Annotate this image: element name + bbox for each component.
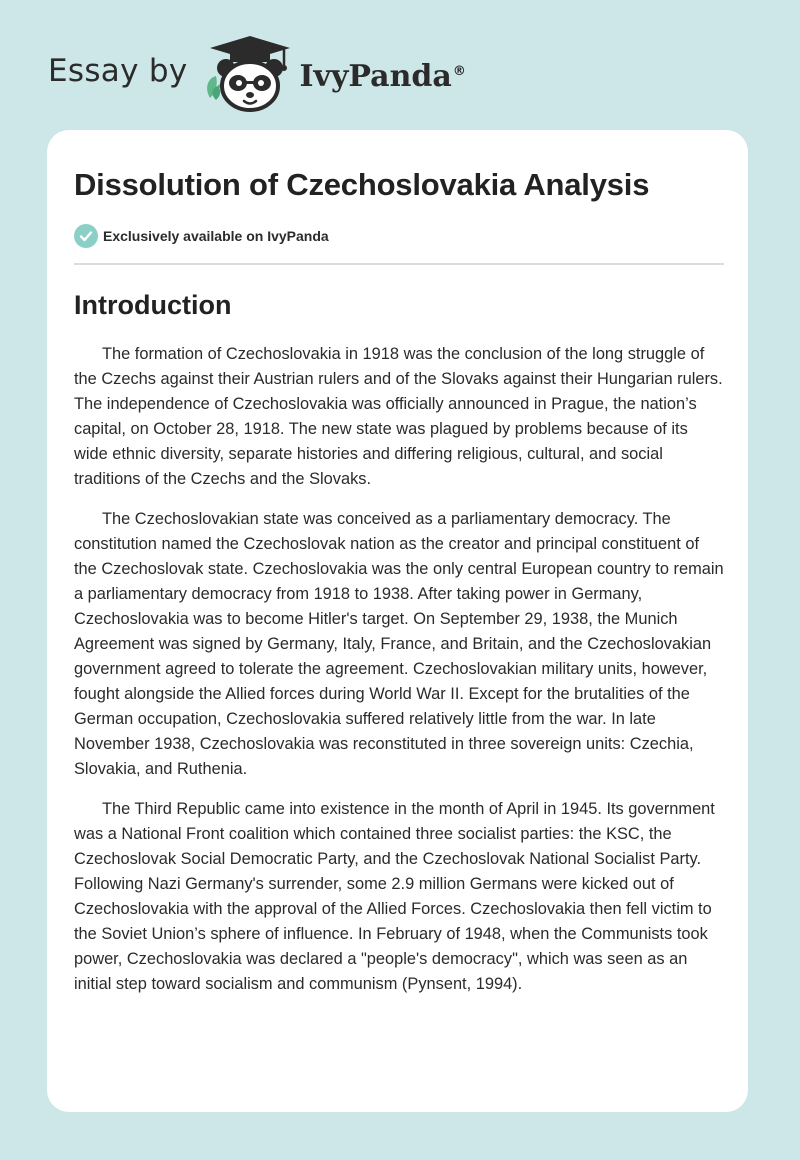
check-circle-icon bbox=[74, 224, 98, 248]
essay-by-label: Essay by bbox=[48, 53, 188, 89]
page-title: Dissolution of Czechoslovakia Analysis bbox=[74, 167, 650, 202]
paragraph: The Third Republic came into existence in the month of April in 1945. Its government was a National Front coalition which contained three socialist parties: the KSC, the Czechoslovak Social Democratic Party, and the Czechoslovak National Socialist Party. Following Nazi Germany's surrender, some 2.9 million Germans were kicked out of Czechoslovakia with the approval of the Allied Forces. Czechoslovakia then fell victim to the Soviet Union’s sphere of influence. In February of 1948, when the Communists took power, Czechoslovakia was declared a "people's democracy", which was seen as an initial step toward socialism and communism (Pynsent, 1994). bbox=[74, 800, 715, 993]
title-divider bbox=[74, 263, 724, 265]
section-heading-introduction: Introduction bbox=[74, 290, 232, 320]
exclusive-badge-label: Exclusively available on IvyPanda bbox=[103, 228, 329, 244]
exclusive-badge bbox=[74, 223, 724, 249]
essay-content bbox=[74, 166, 724, 997]
site-header-brand[interactable] bbox=[48, 34, 466, 114]
panda-graduation-cap-icon bbox=[200, 34, 296, 114]
paragraph: The Czechoslovakian state was conceived as a parliamentary democracy. The constitution named the Czechoslovak nation as the creator and principal constituent of the Czechoslovak state. Czechoslovakia was the only central European country to remain a parliamentary democracy from 1918 to 1938. After taking power in Germany, Czechoslovakia was to become Hitler's target. On September 29, 1938, the Munich Agreement was signed by Germany, Italy, France, and Britain, and the Czechoslovakian government agreed to tolerate the agreement. Czechoslovakian military units, however, fought alongside the Allied forces during World War II. Except for the brutalities of the German occupation, Czechoslovakia suffered relatively little from the war. In late November 1938, Czechoslovakia was reconstituted in three sovereign units: Czechia, Slovakia, and Ruthenia. bbox=[74, 510, 724, 778]
paragraph: The formation of Czechoslovakia in 1918 was the conclusion of the long struggle of the Czechs against their Austrian rulers and of the Slovaks against their Hungarian rulers. The independence of Czechoslovakia was officially announced in Prague, the nation’s capital, on October 28, 1918. The new state was plagued by problems because of its wide ethnic diversity, separate histories and differing religious, cultural, and social traditions of the Czechs and the Slovaks. bbox=[74, 345, 723, 488]
essay-card bbox=[47, 130, 748, 1112]
ivypanda-wordmark: IvyPanda® bbox=[299, 58, 466, 94]
